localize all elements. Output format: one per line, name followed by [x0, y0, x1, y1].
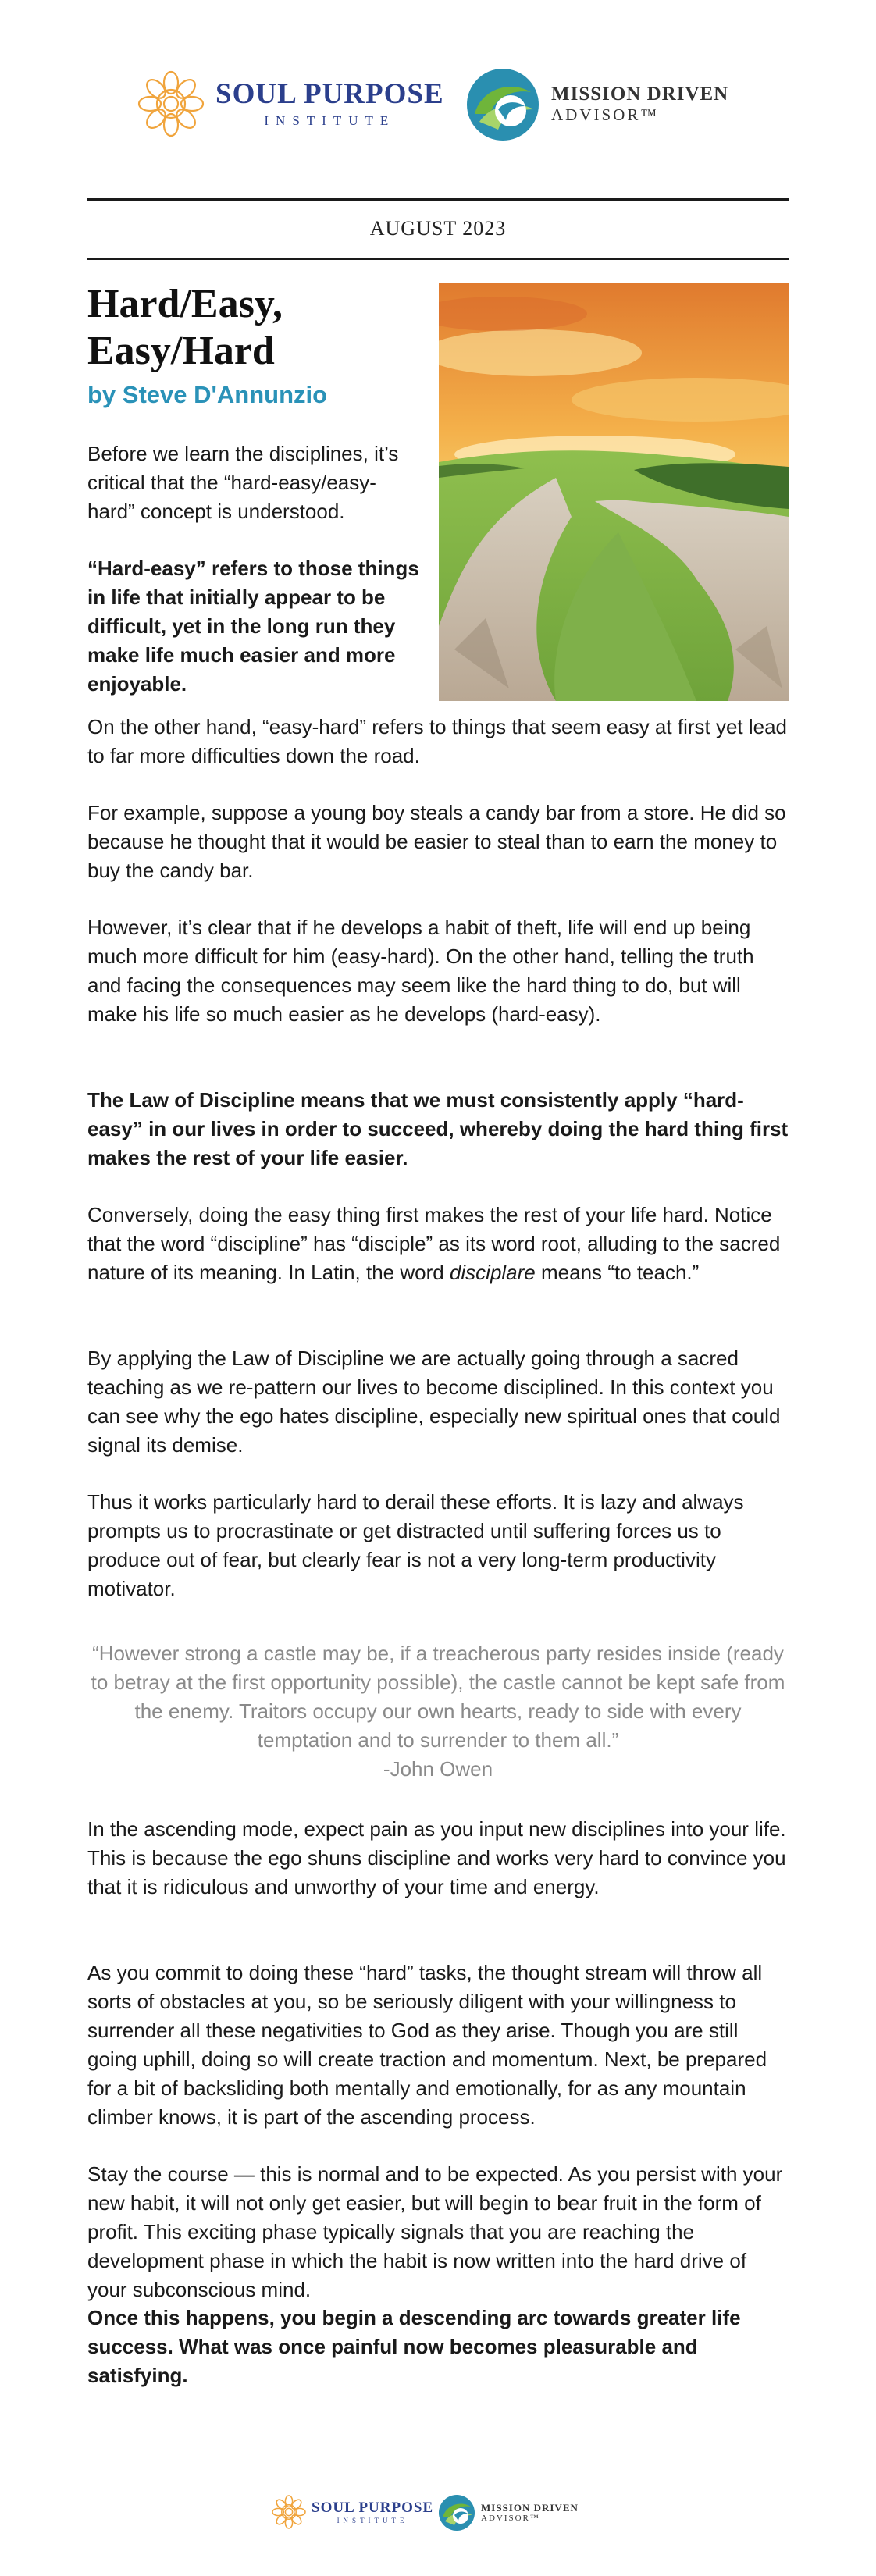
latin-word: disciplare — [449, 1261, 536, 1284]
soul-purpose-logo — [137, 70, 444, 137]
swirl-icon — [437, 2493, 476, 2532]
mda-name: MISSION DRIVEN — [551, 84, 729, 105]
hard-easy-definition: “Hard-easy” refers to those things in life that initially appear to be difficult, yet in the long run they make life much easier and more enjoyable. — [87, 557, 419, 696]
ascending-mode-paragraph: In the ascending mode, expect pain as you input new disciplines into your life. This is because the ego shuns discipline and works very hard to convince you that it is ridiculous and unworthy of your time and energy. — [87, 1817, 786, 1898]
mandala-icon — [272, 2495, 306, 2529]
stay-the-course-paragraph: Stay the course — this is normal and to be expected. As you persist with your new habit, it will not only get easier, but will begin to bear fruit in the form of profit. This exciting phase typically signals that you are reaching the development phase in which the habit is now written into the hard drive of your subconscious mind. — [87, 2162, 783, 2301]
mda-subname: ADVISOR™ — [551, 105, 659, 124]
footer-mda-subname: ADVISOR™ — [481, 2513, 540, 2523]
john-owen-quote — [87, 1639, 789, 1784]
footer-soul-purpose-wordmark — [312, 2500, 433, 2524]
top-rule — [87, 198, 789, 201]
law-of-discipline-statement: The Law of Discipline means that we must consistently apply “hard-easy” in our lives in order to succeed, whereby doing the hard thing first makes the rest of your life easier. — [87, 1088, 789, 1169]
spi-name: SOUL PURPOSE — [215, 77, 444, 110]
article-byline: by Steve D'Annunzio — [87, 381, 328, 408]
footer-mission-driven-logo — [437, 2493, 579, 2532]
header-logos — [0, 62, 876, 148]
crossroads-path-image — [439, 283, 789, 701]
disciple-root-text: Conversely, doing the easy thing first makes the rest of your life hard. Notice that the word “discipline” has “disciple” as its word root, alluding to the sacred nature of its meaning. In Latin, the word — [87, 1203, 781, 1284]
footer-logos — [0, 2490, 876, 2537]
footer-mda-name: MISSION DRIVEN — [481, 2502, 579, 2514]
article-title: Hard/Easy, Easy/Hard — [87, 282, 283, 373]
disciple-root-paragraph — [87, 1201, 789, 1287]
easy-hard-definition: On the other hand, “easy-hard” refers to things that seem easy at first yet lead to far more difficulties down the road. — [87, 715, 788, 767]
mission-driven-wordmark — [551, 84, 728, 124]
mission-driven-logo — [464, 66, 728, 144]
intro-paragraph: Before we learn the disciplines, it’s critical that the “hard-easy/easy-hard” concept is understood. — [87, 442, 399, 523]
issue-date: AUGUST 2023 — [369, 217, 507, 240]
theft-habit-paragraph: However, it’s clear that if he develops a habit of theft, life will end up being much more difficult for him (easy-hard). On the other hand, telling the truth and facing the consequences may seem like the hard thing to do, but will make his life so much easier as he develops (hard-easy). — [87, 916, 754, 1026]
footer-soul-purpose-logo — [272, 2495, 433, 2529]
mandala-icon — [137, 70, 205, 137]
soul-purpose-wordmark — [215, 77, 444, 129]
disciple-root-end: means “to teach.” — [535, 1261, 700, 1284]
obstacles-paragraph: As you commit to doing these “hard” tasks, the thought stream will throw all sorts of obstacles at you, so be seriously diligent with your willingness to surrender all these negativities to God as they arise. Though you are still going uphill, doing so will create traction and momentum. Next, be prepared for a bit of backsliding both mentally and emotionally, for as any mountain climber knows, it is part of the ascending process. — [87, 1961, 767, 2129]
swirl-icon — [464, 66, 542, 144]
footer-spi-name: SOUL PURPOSE — [312, 2499, 434, 2516]
spi-subname: INSTITUTE — [264, 112, 396, 128]
bottom-rule — [87, 258, 789, 260]
ego-laziness-paragraph: Thus it works particularly hard to derail these efforts. It is lazy and always prompts us to procrastinate or get distracted until suffering forces us to produce out of fear, but clearly fear is not a very long-term productivity motivator. — [87, 1490, 744, 1600]
candy-bar-example: For example, suppose a young boy steals a candy bar from a store. He did so because he thought that it would be easier to steal than to earn the money to buy the candy bar. — [87, 801, 786, 882]
quote-author: -John Owen — [383, 1757, 493, 1781]
descending-arc-paragraph: Once this happens, you begin a descending arc towards greater life success. What was once painful now becomes pleasurable and satisfying. — [87, 2306, 741, 2387]
footer-mission-driven-wordmark — [481, 2503, 579, 2523]
quote-text: “However strong a castle may be, if a treacherous party resides inside (ready to betray at the first opportunity possible), the castle cannot be kept safe from the enemy. Traitors occupy our own hearts, ready to side with every temptation and to surrender to them all.” — [91, 1642, 785, 1752]
footer-spi-subname: INSTITUTE — [337, 2516, 408, 2524]
sacred-teaching-paragraph: By applying the Law of Discipline we are actually going through a sacred teaching as we re-pattern our lives to become disciplined. In this context you can see why the ego hates discipline, especially new spiritual ones that could signal its demise. — [87, 1347, 781, 1457]
